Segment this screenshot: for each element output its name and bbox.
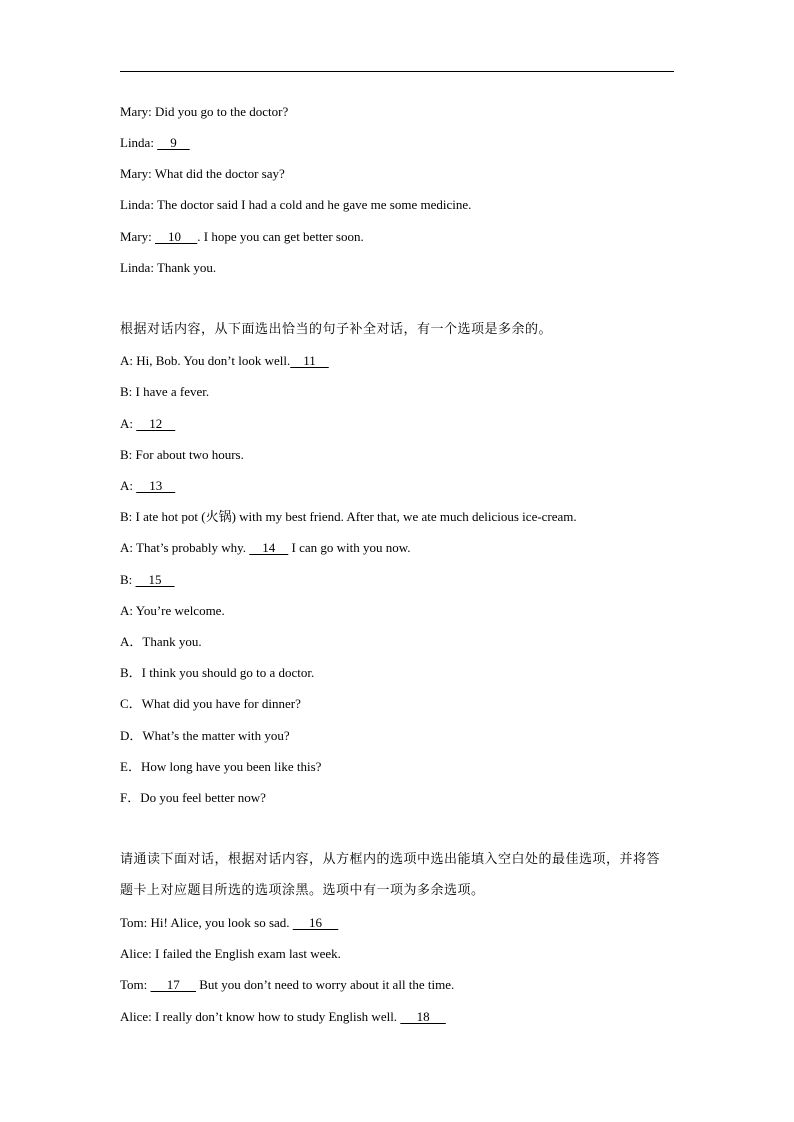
answer-blank-17: 17 — [150, 977, 197, 992]
answer-blank-12: 12 — [136, 416, 176, 431]
section-instruction — [120, 322, 552, 338]
answer-blank-14: 14 — [249, 540, 289, 555]
answer-blank-18: 18 — [400, 1009, 446, 1024]
dialogue-line — [120, 197, 471, 213]
answer-blank-10: 10 — [155, 229, 198, 244]
speaker-text: A: — [120, 416, 137, 431]
dialogue-line — [120, 572, 175, 588]
option-text: B．I think you should go to a doctor. — [120, 665, 315, 680]
dialogue-line — [120, 1009, 446, 1025]
dialogue-line — [120, 447, 244, 463]
dialogue-line — [120, 478, 175, 494]
answer-blank-15: 15 — [135, 572, 175, 587]
line-text: B: I ate hot pot (火锅) with my best friend. After that, we ate much delicious ice-cream. — [120, 509, 577, 524]
instruction-text: 题卡上对应题目所选的选项涂黑。选项中有一项为多余选项。 — [120, 883, 485, 898]
section-instruction — [120, 852, 660, 868]
line-text: Alice: I failed the English exam last week. — [120, 946, 341, 961]
answer-blank-9: 9 — [157, 135, 190, 150]
speaker-text: Mary: — [120, 229, 156, 244]
dialogue-line — [120, 946, 341, 962]
speaker-text: B: — [120, 572, 136, 587]
dialogue-line — [120, 229, 364, 245]
line-text: A: You’re welcome. — [120, 603, 225, 618]
dialogue-line — [120, 104, 288, 120]
option-text: F．Do you feel better now? — [120, 790, 266, 805]
option-text: E．How long have you been like this? — [120, 759, 322, 774]
option-text: D．What’s the matter with you? — [120, 728, 290, 743]
line-text: . I hope you can get better soon. — [197, 229, 364, 244]
instruction-text: 请通读下面对话，根据对话内容，从方框内的选项中选出能填入空白处的最佳选项，并将答 — [120, 852, 661, 867]
dialogue-line — [120, 416, 175, 432]
option-item — [120, 665, 314, 681]
option-item — [120, 696, 301, 712]
dialogue-line — [120, 915, 338, 931]
instruction-text: 根据对话内容，从下面选出恰当的句子补全对话，有一个选项是多余的。 — [120, 322, 553, 337]
dialogue-line — [120, 260, 216, 276]
answer-blank-16: 16 — [292, 915, 339, 930]
line-text: But you don’t need to worry about it all the time. — [196, 977, 455, 992]
line-text: B: I have a fever. — [120, 384, 210, 399]
dialogue-line — [120, 603, 225, 619]
answer-blank-11: 11 — [290, 353, 329, 368]
dialogue-line — [120, 509, 577, 525]
line-text: I can go with you now. — [288, 540, 411, 555]
speaker-text: Tom: — [120, 977, 151, 992]
dialogue-line — [120, 977, 454, 993]
line-text: A: Hi, Bob. You don’t look well. — [120, 353, 291, 368]
speaker-text: Linda: — [120, 135, 158, 150]
dialogue-line — [120, 135, 190, 151]
line-text: B: For about two hours. — [120, 447, 244, 462]
dialogue-line — [120, 166, 285, 182]
dialogue-line — [120, 353, 329, 369]
line-text: A: That’s probably why. — [120, 540, 250, 555]
option-item — [120, 728, 290, 744]
option-item — [120, 759, 321, 775]
dialogue-line — [120, 540, 411, 556]
dialogue-line — [120, 384, 209, 400]
header-rule — [120, 71, 674, 72]
answer-blank-13: 13 — [136, 478, 176, 493]
option-item — [120, 634, 202, 650]
option-text: A．Thank you. — [120, 634, 202, 649]
line-text: Linda: The doctor said I had a cold and he gave me some medicine. — [120, 197, 472, 212]
line-text: Mary: What did the doctor say? — [120, 166, 285, 181]
line-text: Tom: Hi! Alice, you look so sad. — [120, 915, 293, 930]
option-item — [120, 790, 266, 806]
section-instruction — [120, 883, 485, 899]
line-text: Linda: Thank you. — [120, 260, 217, 275]
line-text: Mary: Did you go to the doctor? — [120, 104, 289, 119]
line-text: Alice: I really don’t know how to study English well. — [120, 1009, 401, 1024]
option-text: C．What did you have for dinner? — [120, 696, 301, 711]
speaker-text: A: — [120, 478, 137, 493]
